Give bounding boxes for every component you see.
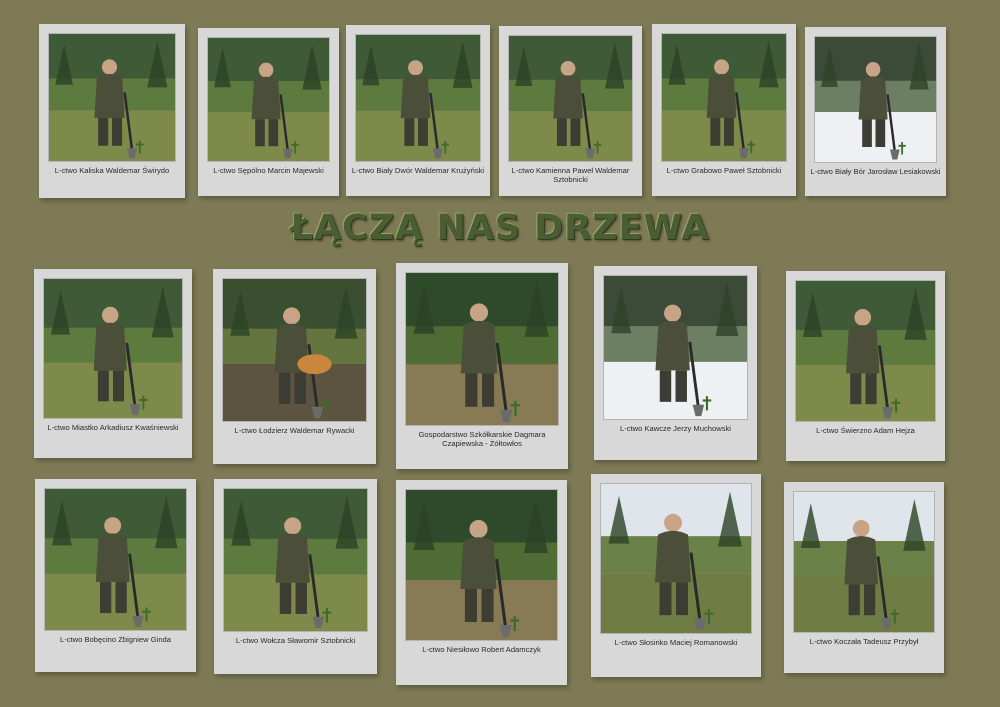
planting-photo <box>405 272 559 426</box>
photo-caption: L-ctwo Kaliska Waldemar Świrydo <box>54 166 170 175</box>
person-body <box>655 321 689 370</box>
person-head <box>408 60 423 75</box>
photo-caption: L-ctwo Miastko Arkadiusz Kwaśniewski <box>47 423 179 432</box>
planting-photo <box>795 280 936 422</box>
planting-photo <box>661 33 787 162</box>
photo-caption: L-ctwo Wołcza Sławomir Sztobnicki <box>235 636 356 645</box>
person-head <box>853 520 870 537</box>
planting-photo <box>223 488 368 632</box>
person-body <box>94 74 124 118</box>
photo-card <box>594 266 757 460</box>
person-head <box>664 305 681 322</box>
photo-caption: L-ctwo Biały Dwór Waldemar Krużyński <box>351 166 485 175</box>
photo-caption: L-ctwo Słosinko Maciej Romanowski <box>614 638 738 647</box>
photo-card <box>214 479 377 674</box>
person-head <box>664 514 682 532</box>
photo-card <box>396 480 567 685</box>
planting-photo <box>600 483 752 634</box>
photo-card <box>198 28 339 196</box>
person-body <box>94 323 127 371</box>
person-body <box>859 76 888 119</box>
photo-card <box>499 26 642 196</box>
person-head <box>284 517 301 534</box>
photo-card <box>39 24 185 198</box>
person-body <box>96 533 130 582</box>
photo-caption: L-ctwo Kawcze Jerzy Muchowski <box>620 424 731 433</box>
photo-caption: L-ctwo Sępólno Marcin Majewski <box>213 166 324 175</box>
photo-caption: L-ctwo Świerzno Adam Hejza <box>816 426 915 435</box>
person-head <box>102 307 119 324</box>
person-head <box>866 62 881 77</box>
photo-card <box>213 269 376 464</box>
person-body <box>252 77 281 119</box>
planting-photo <box>814 36 937 163</box>
photo-card <box>805 27 946 196</box>
person-head <box>104 517 121 534</box>
person-head <box>854 309 871 326</box>
person-body <box>401 75 431 118</box>
photo-caption: L-ctwo Kamienna Paweł Waldemar Sztobnicki <box>511 166 630 184</box>
photo-caption: L-ctwo Koczała Tadeusz Przybył <box>809 637 919 646</box>
person-head <box>259 63 274 78</box>
person-head <box>714 59 729 74</box>
person-body <box>844 536 878 584</box>
person-head <box>561 61 576 76</box>
planting-photo <box>222 278 367 422</box>
photo-card <box>784 482 944 673</box>
planting-photo <box>793 491 935 633</box>
person-body <box>553 75 583 118</box>
planting-photo <box>508 35 633 162</box>
person-head <box>283 307 300 324</box>
photo-caption: L-ctwo Łodzierz Waldemar Rywacki <box>234 426 355 435</box>
photo-caption: Gospodarstwo Szkółkarskie Dagmara Czapiewska - Żółtowłos <box>418 430 546 448</box>
photo-card <box>34 269 192 458</box>
photo-caption: L-ctwo Grabowo Paweł Sztobnicki <box>666 166 782 175</box>
person-body <box>275 534 309 583</box>
photo-card <box>346 25 490 196</box>
planting-photo <box>355 34 481 162</box>
photo-card <box>786 271 945 461</box>
photo-caption: L-ctwo Niesiłowo Robert Adamczyk <box>422 645 541 654</box>
photo-card <box>35 479 196 672</box>
photo-card <box>652 24 796 196</box>
photo-caption: L-ctwo Bobęcino Zbigniew Ginda <box>59 635 171 644</box>
planting-photo <box>603 275 748 420</box>
planting-photo <box>405 489 558 641</box>
person-body <box>655 531 691 582</box>
person-body <box>707 74 737 118</box>
planting-photo <box>43 278 183 419</box>
person-head <box>102 59 117 74</box>
photo-caption: L-ctwo Biały Bór Jarosław Lesiakowski <box>810 167 941 176</box>
planting-photo <box>207 37 330 162</box>
planting-photo <box>44 488 187 631</box>
poster-title: ŁĄCZĄ NAS DRZEWA <box>290 208 710 248</box>
person-body <box>461 321 497 373</box>
person-body <box>460 537 496 589</box>
person-head <box>469 520 487 538</box>
person-head <box>470 303 488 321</box>
person-body <box>846 325 879 373</box>
photo-card <box>591 474 761 677</box>
dog-figure <box>297 354 331 374</box>
photo-card <box>396 263 568 469</box>
planting-photo <box>48 33 176 162</box>
